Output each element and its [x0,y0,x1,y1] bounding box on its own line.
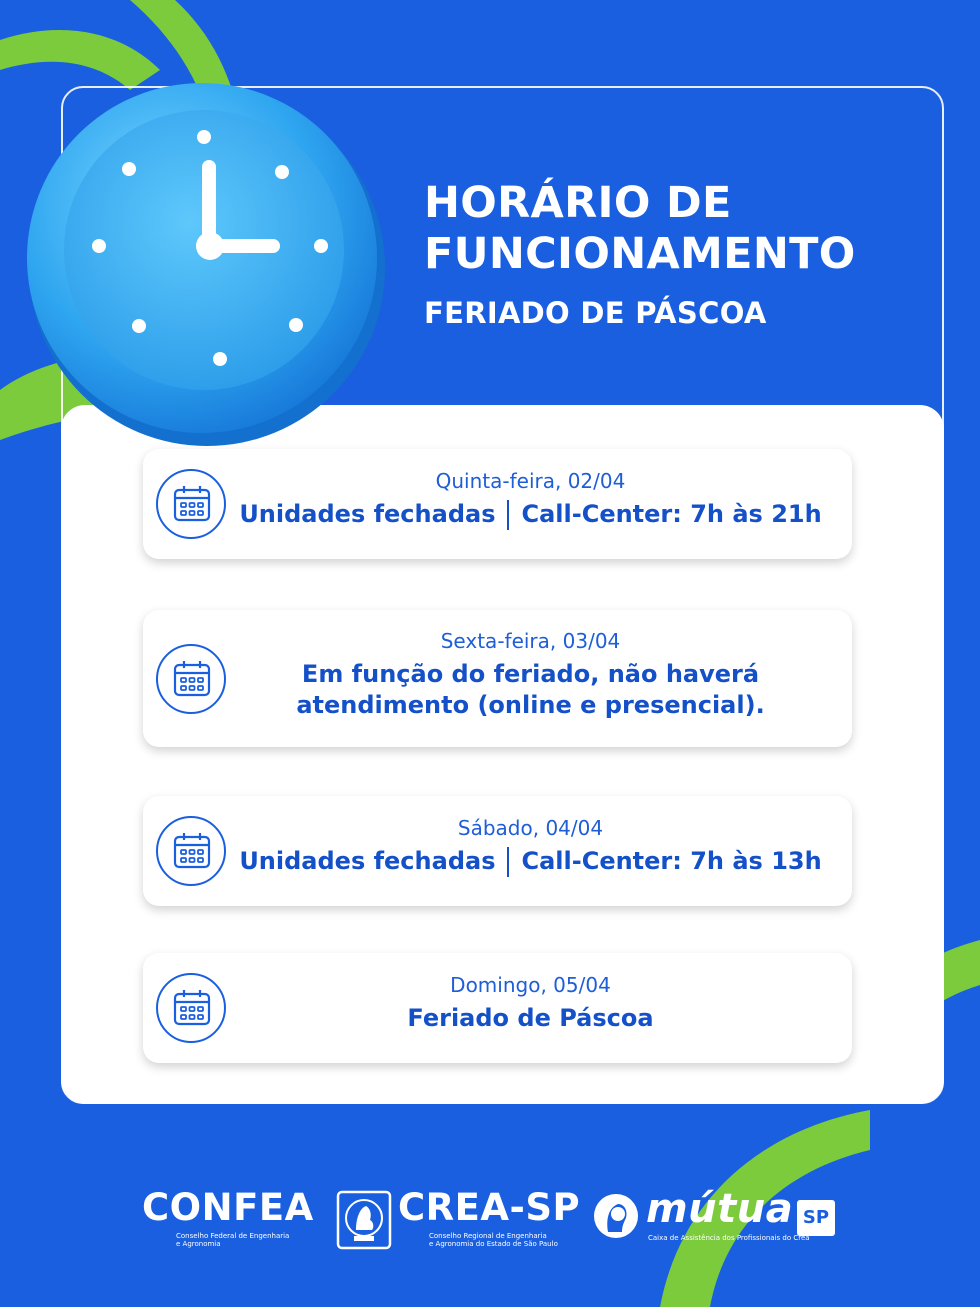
mutua-logo: mútua [646,1186,794,1232]
schedule-row-thursday [143,449,852,559]
page-title [424,178,856,280]
mutua-face-icon [592,1192,640,1240]
info-line-1: Em função do feriado, não haverá [301,660,760,688]
title-line-1: HORÁRIO DE [424,178,732,228]
day-label: Quinta-feira, 02/04 [435,469,626,493]
footer-logos [142,1186,842,1256]
day-label: Sábado, 04/04 [457,816,604,840]
info-line-2: atendimento (online e presencial). [296,691,765,719]
schedule-row-friday [143,610,852,747]
calendar-icon [156,816,226,886]
schedule-info [239,659,822,721]
divider [507,500,509,530]
units-status: Unidades fechadas [239,847,496,875]
mutua-sp-badge: SP [797,1200,835,1236]
schedule-info: Feriado de Páscoa [407,1004,654,1032]
calendar-icon [156,644,226,714]
confea-caption-line-2: e Agronomia [176,1240,221,1248]
schedule-info [239,499,822,530]
title-line-2: FUNCIONAMENTO [424,229,856,279]
clock-icon [22,78,392,448]
units-status: Unidades fechadas [239,500,496,528]
call-center-hours: Call-Center: 7h às 13h [521,847,822,875]
confea-caption [176,1232,289,1248]
confea-seal-icon [336,1190,392,1250]
calendar-icon [156,469,226,539]
schedule-info [239,846,822,877]
day-label: Domingo, 05/04 [450,973,611,997]
schedule-row-saturday [143,796,852,906]
confea-logo: CONFEA [142,1186,314,1229]
schedule-row-sunday [143,953,852,1063]
crea-caption-line-2: e Agronomia do Estado de São Paulo [429,1240,558,1248]
calendar-icon [156,973,226,1043]
crea-caption-line-1: Conselho Regional de Engenharia [429,1232,547,1240]
call-center-hours: Call-Center: 7h às 21h [521,500,822,528]
mutua-caption: Caixa de Assistência dos Profissionais do Crea [648,1234,810,1242]
crea-sp-logo: CREA-SP [398,1186,581,1229]
confea-caption-line-1: Conselho Federal de Engenharia [176,1232,290,1240]
divider [507,847,509,877]
day-label: Sexta-feira, 03/04 [440,629,621,653]
page-subtitle: FERIADO DE PÁSCOA [424,296,767,330]
crea-caption [429,1232,558,1248]
